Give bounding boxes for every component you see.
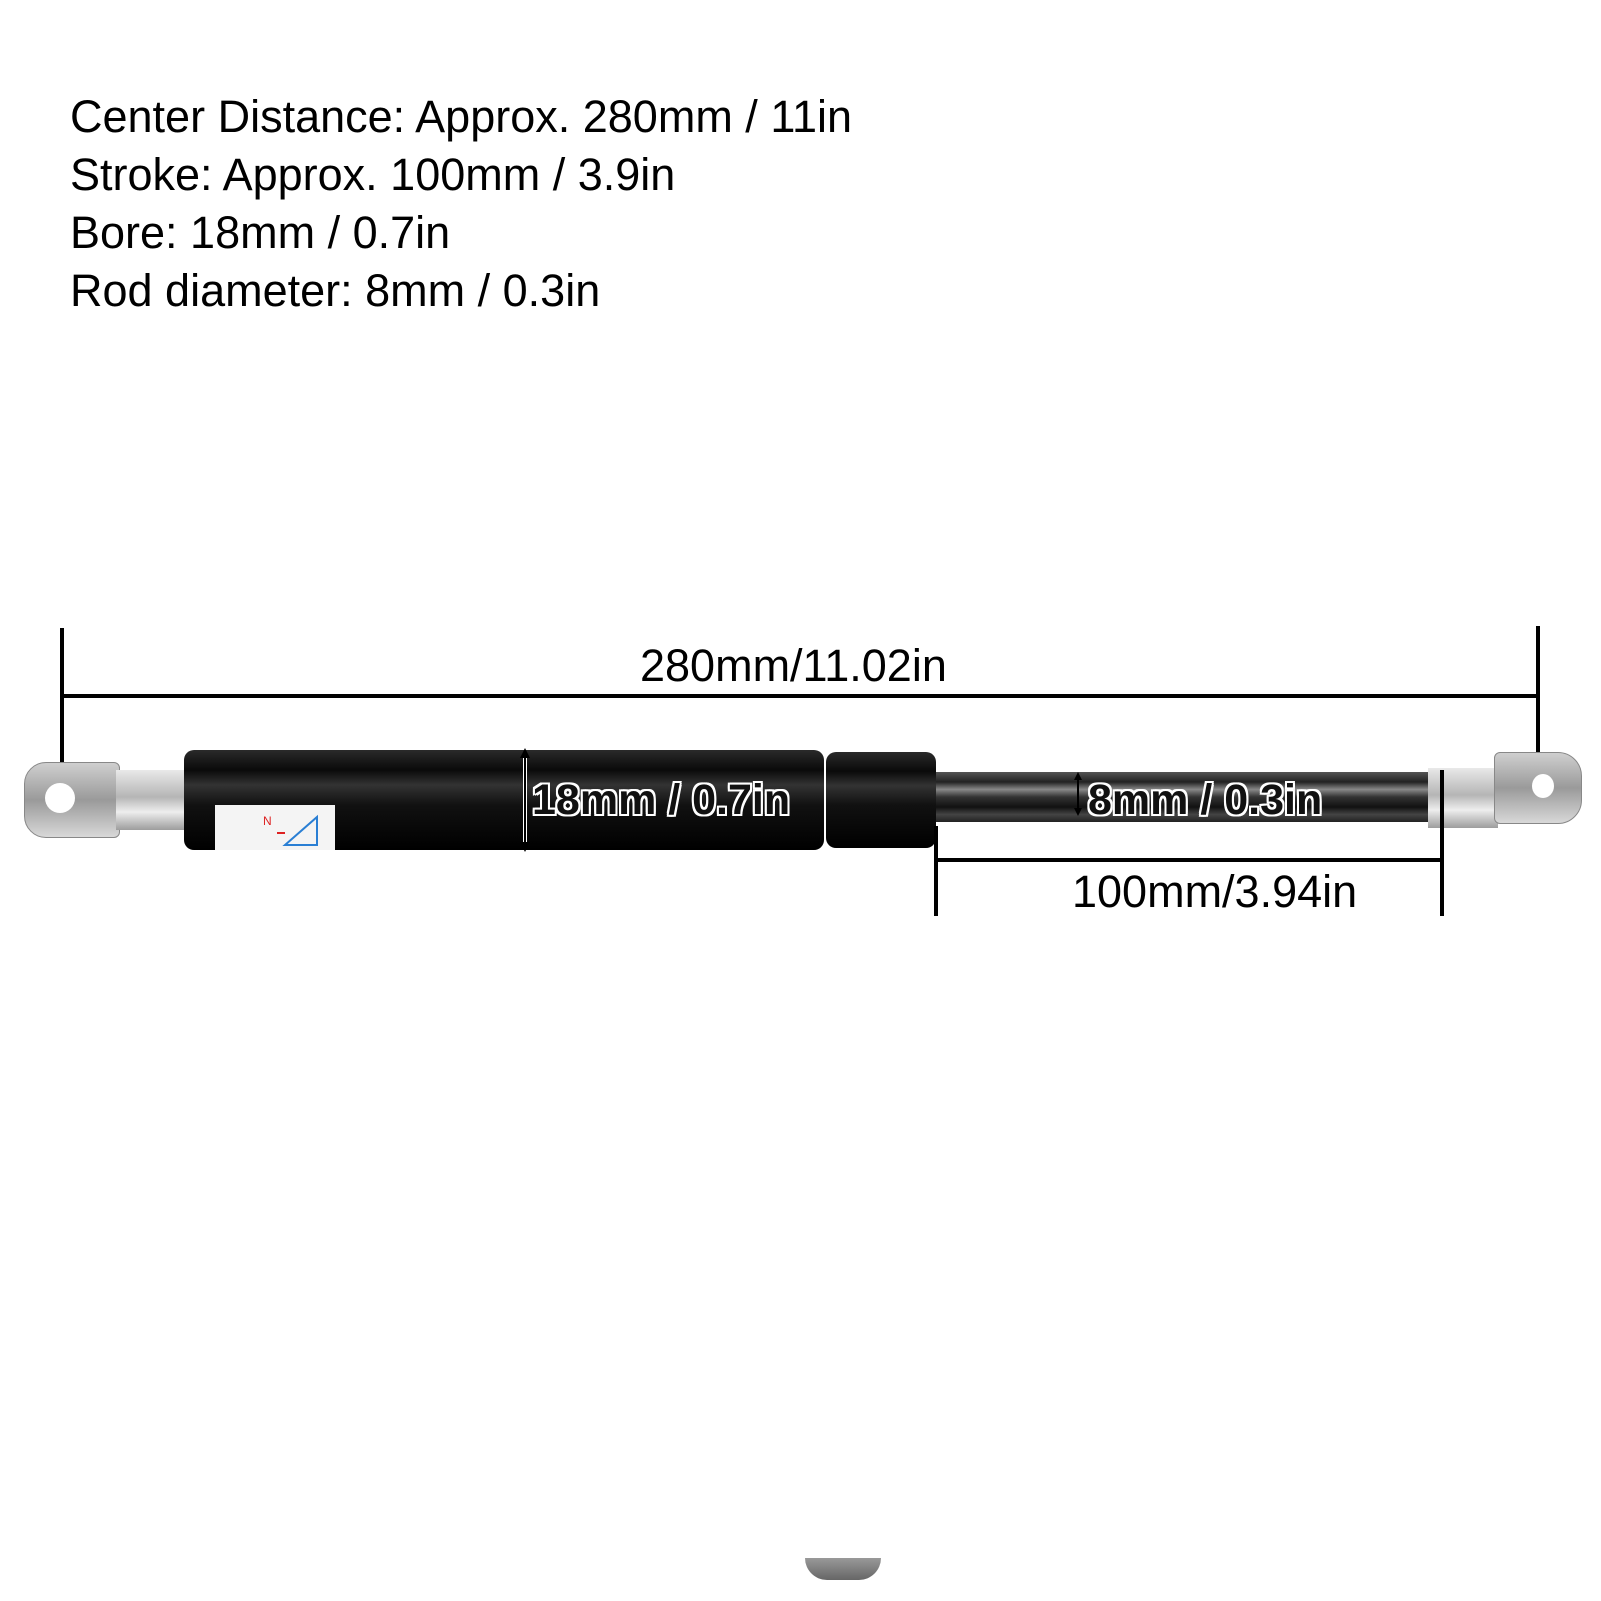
spec-stroke: Stroke: Approx. 100mm / 3.9in: [70, 149, 676, 200]
stroke-right-extension-line: [1440, 770, 1444, 916]
left-collar: [116, 770, 186, 830]
total-length-line: [60, 694, 1540, 698]
spec-center-distance: Center Distance: Approx. 280mm / 11in: [70, 91, 853, 142]
spec-rod-diameter: Rod diameter: 8mm / 0.3in: [70, 265, 601, 316]
stroke-left-extension-line: [934, 826, 938, 916]
left-mount-hole: [45, 783, 75, 813]
total-length-label: 280mm/11.02in: [640, 640, 947, 691]
bore-arrow-icon: [518, 748, 532, 852]
warning-label: [215, 805, 335, 850]
rod-arrow-icon: [1072, 772, 1084, 816]
stroke-length-line: [934, 858, 1442, 862]
right-collar: [1428, 768, 1498, 828]
spec-bore: Bore: 18mm / 0.7in: [70, 207, 451, 258]
left-extension-line: [60, 628, 64, 778]
right-mount-hole: [1532, 774, 1554, 798]
rod-label: 8mm / 0.3in: [1088, 776, 1323, 824]
warning-triangle-icon: [215, 805, 335, 850]
cylinder-end-cap: [826, 752, 936, 848]
svg-text:N: N: [263, 814, 272, 828]
bore-label: 18mm / 0.7in: [532, 776, 791, 824]
spec-list: [70, 88, 852, 320]
partial-fitting-fragment: [805, 1558, 881, 1580]
stroke-length-label: 100mm/3.94in: [1072, 866, 1358, 917]
